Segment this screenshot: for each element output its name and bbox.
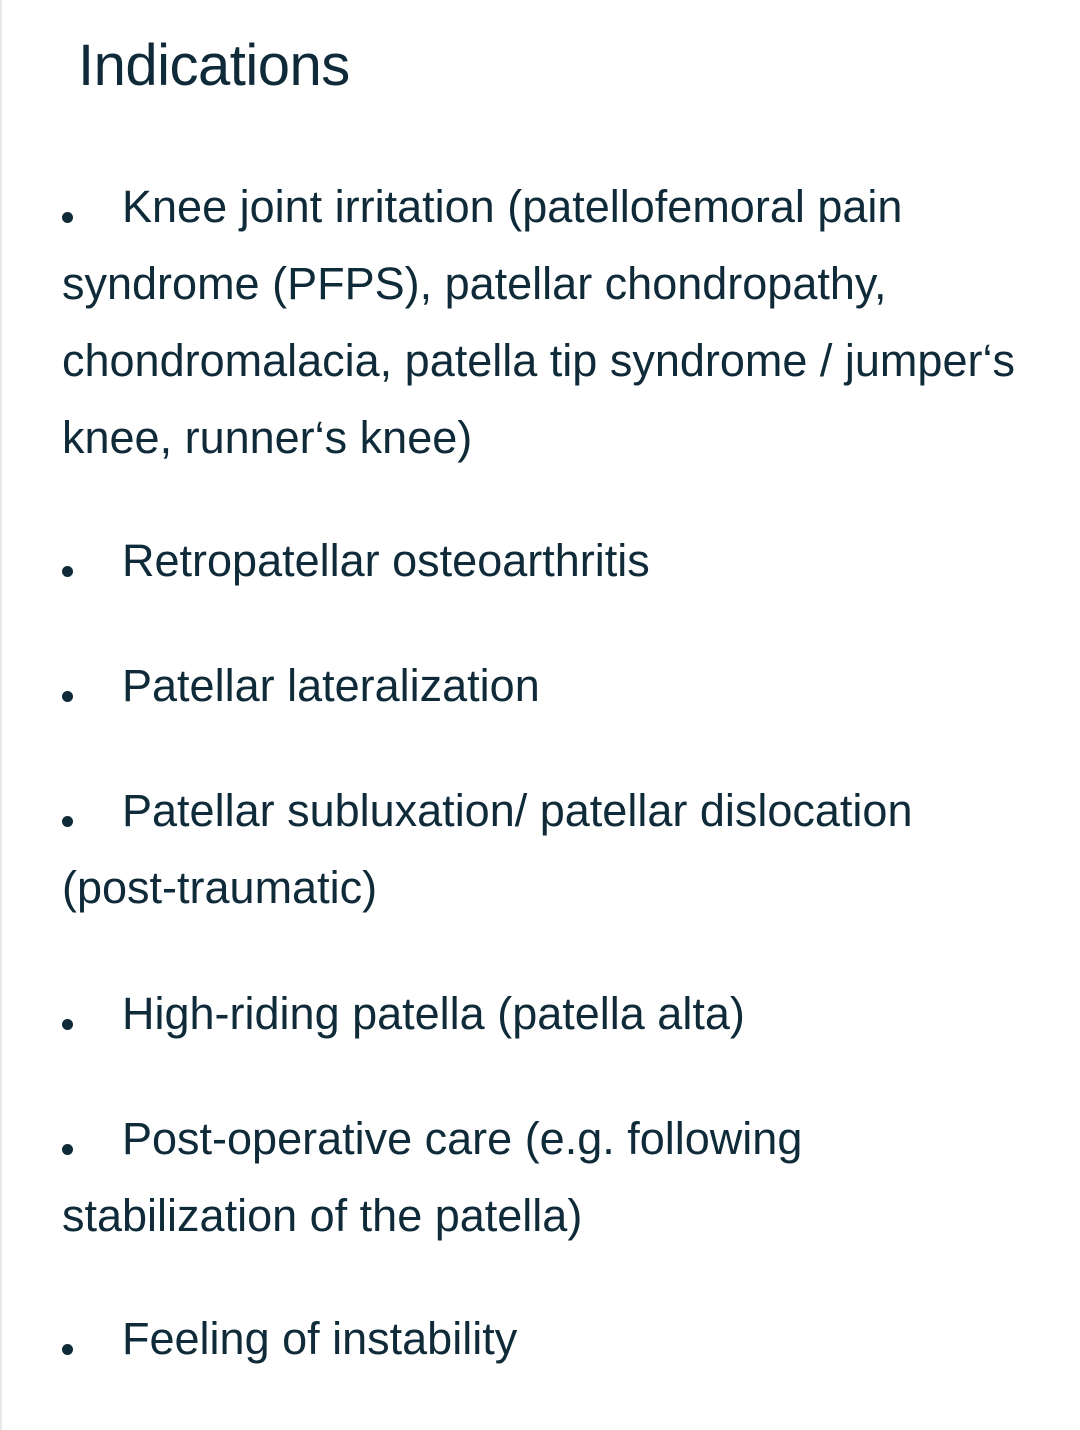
indication-text: Post-operative care (e.g. following stabilization of the patella): [62, 1113, 803, 1241]
indication-item-high-riding-patella: [62, 975, 1022, 1052]
indication-text: Retropatellar osteoarthritis: [122, 535, 650, 586]
indication-item-patellar-subluxation: [62, 772, 1022, 926]
indication-item-knee-joint-irritation: [62, 168, 1022, 476]
section-title: Indications: [78, 33, 350, 98]
indication-item-patellar-lateralization: [62, 647, 1022, 724]
indication-item-post-operative-care: [62, 1100, 1022, 1254]
indication-text: Feeling of instability: [122, 1313, 518, 1364]
indication-text: Patellar lateralization: [122, 660, 540, 711]
indication-text: Patellar subluxation/ patellar dislocation (post-traumatic): [62, 785, 913, 913]
indication-item-feeling-of-instability: [62, 1300, 1022, 1377]
indication-text: High-riding patella (patella alta): [122, 988, 745, 1039]
indication-text: Knee joint irritation (patellofemoral pain syndrome (PFPS), patellar chondropathy, chondromalacia, patella tip syndrome / jumper‘s knee, runner‘s knee): [62, 181, 1015, 463]
indication-item-retropatellar-osteoarthritis: [62, 522, 1022, 599]
